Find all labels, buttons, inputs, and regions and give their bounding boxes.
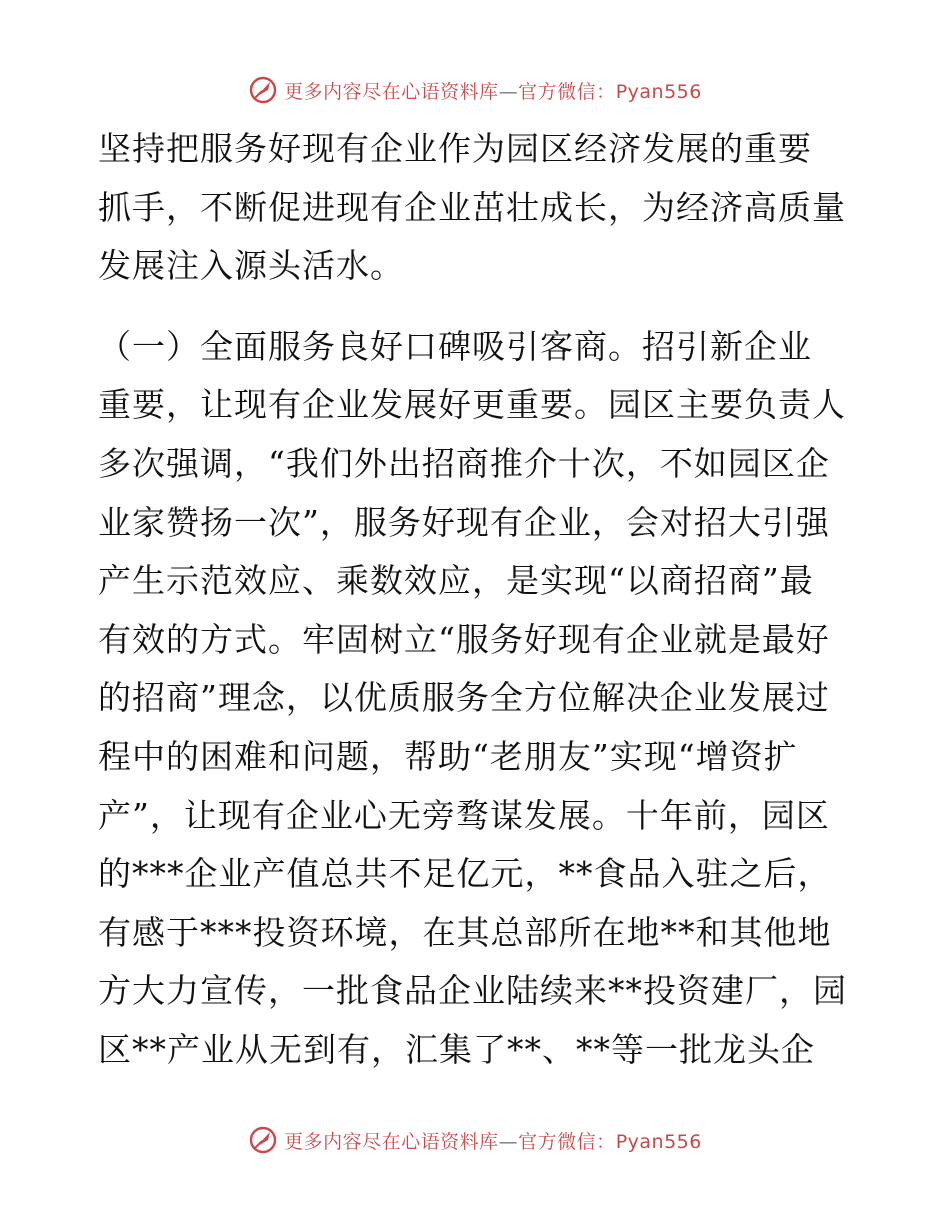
quill-circle-icon — [248, 75, 278, 105]
header-watermark-inner — [248, 75, 702, 105]
watermark-id: Pyan556 — [615, 1130, 702, 1153]
watermark-separator: — — [498, 80, 519, 103]
footer-watermark — [0, 1120, 950, 1160]
paragraph-line: 的***企业产值总共不足亿元，**食品入驻之后， — [98, 854, 832, 894]
watermark-id: Pyan556 — [615, 80, 702, 103]
watermark-brand: 更多内容尽在心语资料库 — [284, 80, 499, 103]
paragraph-line: 区**产业从无到有，汇集了**、**等一批龙头企 — [98, 1029, 815, 1069]
watermark-label: 官方微信： — [518, 80, 616, 103]
paragraph-line: 产生示范效应、乘数效应，是实现“以商招商”最 — [98, 561, 814, 601]
paragraph-line: 产”，让现有企业心无旁骛谋发展。十年前，园区 — [98, 795, 830, 835]
watermark-separator: — — [498, 1130, 519, 1153]
watermark-label: 官方微信： — [518, 1130, 616, 1153]
paragraph-line: 方大力宣传，一批食品企业陆续来**投资建厂，园 — [98, 971, 847, 1011]
footer-watermark-text — [284, 1127, 702, 1154]
paragraph-line: 程中的困难和问题，帮助“老朋友”实现“增资扩 — [98, 736, 798, 776]
paragraph-line: （一）全面服务良好口碑吸引客商。招引新企业 — [98, 326, 812, 366]
paragraph-line: 发展注入源头活水。 — [98, 246, 404, 286]
paragraph-line: 有效的方式。牢固树立“服务好现有企业就是最好 — [98, 619, 830, 659]
watermark-brand: 更多内容尽在心语资料库 — [284, 1130, 499, 1153]
quill-circle-icon — [248, 1125, 278, 1155]
paragraph-line: 重要，让现有企业发展好更重要。园区主要负责人 — [98, 385, 846, 425]
paragraph-line: 多次强调，“我们外出招商推介十次，不如园区企 — [98, 443, 830, 483]
paragraph-2 — [98, 318, 858, 1080]
paragraph-line: 业家赞扬一次”，服务好现有企业，会对招大引强 — [98, 502, 830, 542]
paragraph-line: 抓手，不断促进现有企业茁壮成长，为经济高质量 — [98, 187, 846, 227]
paragraph-line: 的招商”理念，以优质服务全方位解决企业发展过 — [98, 678, 830, 718]
footer-watermark-inner — [248, 1125, 702, 1155]
header-watermark — [0, 70, 950, 110]
document-body — [98, 120, 858, 1080]
header-watermark-text — [284, 77, 702, 104]
paragraph-line: 坚持把服务好现有企业作为园区经济发展的重要 — [98, 129, 812, 168]
paragraph-1 — [98, 120, 858, 296]
paragraph-line: 有感于***投资环境，在其总部所在地**和其他地 — [98, 912, 832, 952]
